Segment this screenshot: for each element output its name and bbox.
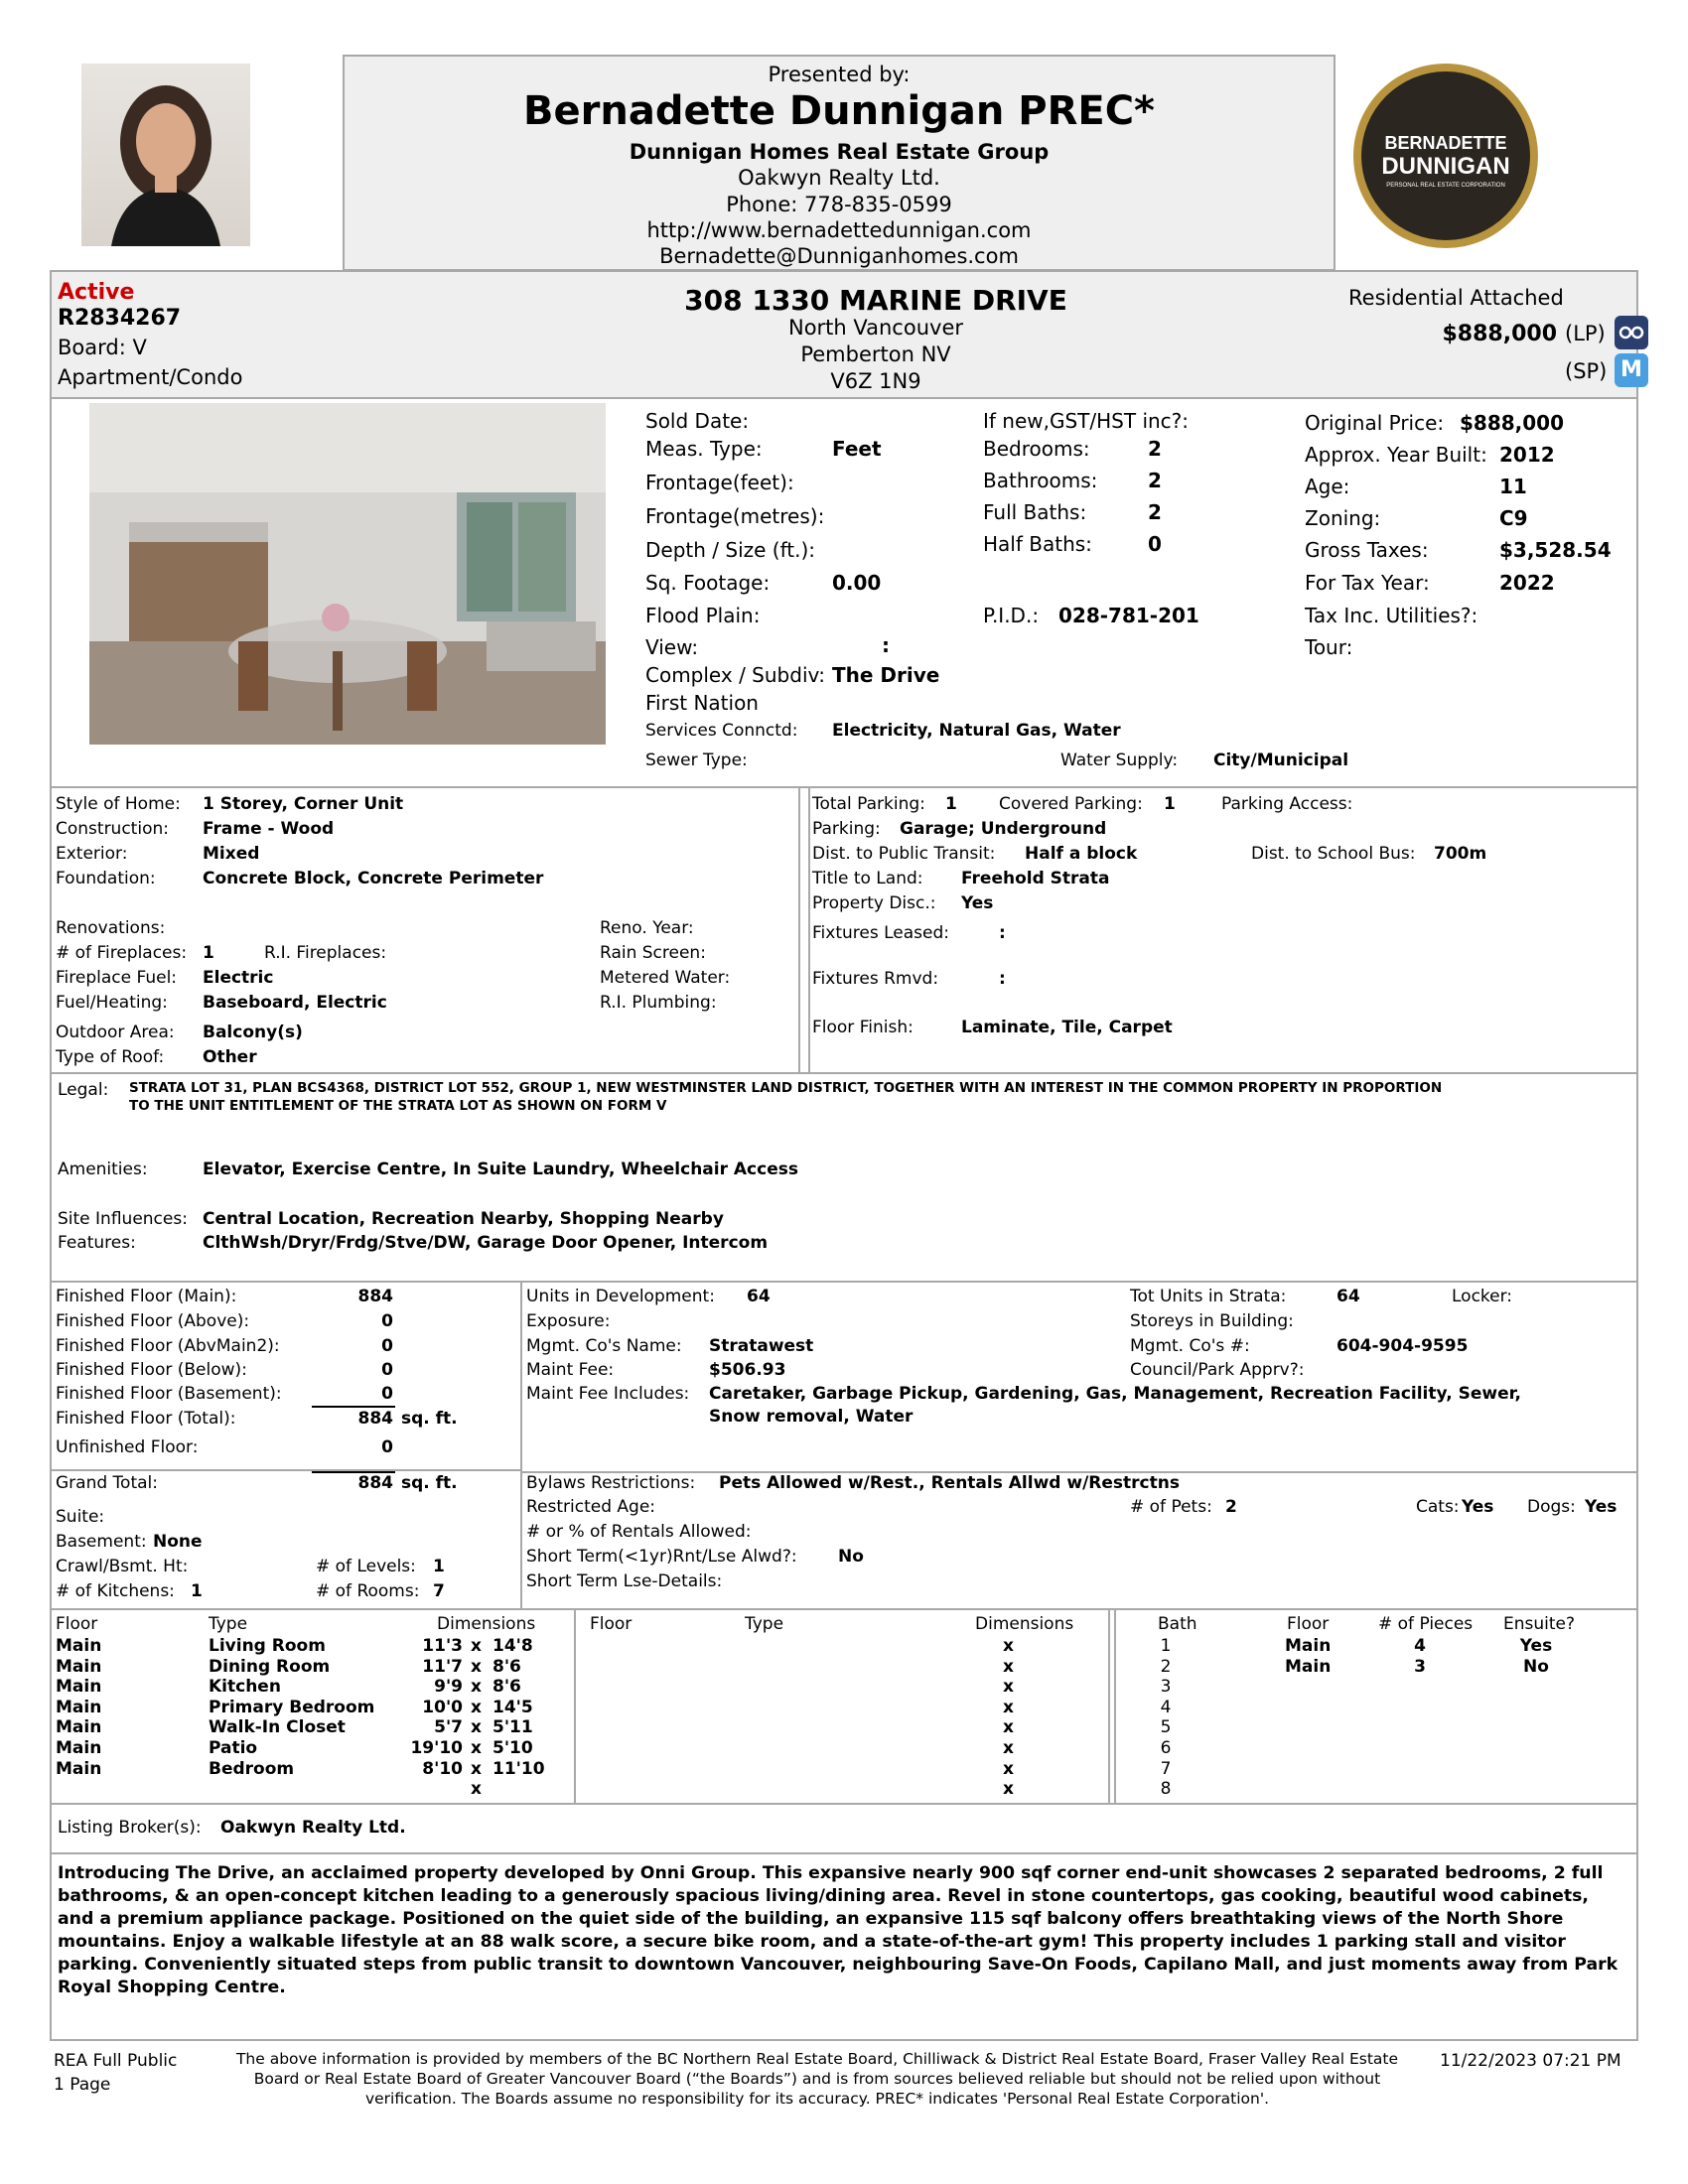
title-label: Title to Land: — [812, 869, 923, 888]
bath-table — [1116, 1614, 1632, 1803]
restricted-age-label: Restricted Age: — [526, 1497, 656, 1517]
room-length: 8'6 — [492, 1656, 521, 1677]
services-value: Electricity, Natural Gas, Water — [832, 721, 1121, 741]
rooms-table-middle — [582, 1614, 1098, 1803]
room-x: x — [471, 1758, 482, 1779]
frontage-feet-label: Frontage(feet): — [645, 471, 794, 494]
sewer-label: Sewer Type: — [645, 751, 748, 770]
bath-number: 4 — [1160, 1697, 1172, 1717]
half-baths-value: 0 — [1148, 532, 1162, 556]
pets-value: 2 — [1225, 1497, 1237, 1517]
depth-label: Depth / Size (ft.): — [645, 538, 816, 562]
levels-label: # of Levels: — [316, 1557, 416, 1576]
amenities-value: Elevator, Exercise Centre, In Suite Laundry, Wheelchair Access — [203, 1160, 798, 1179]
list-price: $888,000 — [1442, 322, 1557, 346]
complex-value: The Drive — [832, 663, 940, 687]
room-floor: Main — [56, 1656, 102, 1677]
room2-x: x — [1003, 1779, 1014, 1800]
room2-x: x — [1003, 1677, 1014, 1698]
legal-label: Legal: — [58, 1080, 109, 1100]
first-nation-label: First Nation — [645, 691, 759, 715]
listing-summary — [50, 270, 1642, 399]
ri-plumbing-label: R.I. Plumbing: — [600, 993, 717, 1013]
unfinished-label: Unfinished Floor: — [56, 1437, 199, 1457]
agent-website[interactable]: http://www.bernadettedunnigan.com — [646, 218, 1032, 242]
room-floor: Main — [56, 1717, 102, 1738]
floors-fields — [56, 1287, 512, 1608]
floor-basement-label: Finished Floor (Basement): — [56, 1384, 282, 1404]
bedrooms-label: Bedrooms: — [983, 437, 1090, 461]
style-value: 1 Storey, Corner Unit — [203, 794, 404, 814]
foundation-label: Foundation: — [56, 869, 156, 888]
mgmt-phone-value: 604-904-9595 — [1336, 1336, 1469, 1356]
maint-incl-1: Caretaker, Garbage Pickup, Gardening, Gas, Management, Recreation Facility, Sewer, — [709, 1384, 1522, 1404]
report-type: REA Full Public — [54, 2051, 178, 2071]
tax-util-label: Tax Inc. Utilities?: — [1305, 604, 1478, 627]
rentals-label: # or % of Rentals Allowed: — [526, 1522, 752, 1542]
exterior-value: Mixed — [203, 844, 260, 864]
room2-x: x — [1003, 1656, 1014, 1677]
bathrooms-label: Bathrooms: — [983, 469, 1098, 492]
rooms-table-left — [56, 1614, 562, 1803]
bedrooms-value: 2 — [1148, 437, 1162, 461]
parking-value: Garage; Underground — [900, 819, 1107, 839]
outdoor-value: Balcony(s) — [203, 1023, 303, 1042]
legal-section — [50, 1072, 1638, 1283]
year-built-value: 2012 — [1499, 443, 1555, 467]
rooms2-header-type: Type — [745, 1614, 784, 1634]
bath-floor: Main — [1285, 1636, 1332, 1656]
foundation-value: Concrete Block, Concrete Perimeter — [203, 869, 544, 888]
half-baths-label: Half Baths: — [983, 532, 1092, 556]
kitchens-label: # of Kitchens: — [56, 1581, 175, 1601]
floor-abvmain2-value: 0 — [381, 1336, 393, 1356]
zoning-label: Zoning: — [1305, 506, 1381, 530]
orig-price-value: $888,000 — [1460, 411, 1565, 435]
floor-finish-value: Laminate, Tile, Carpet — [961, 1018, 1173, 1037]
orig-price-label: Original Price: — [1305, 411, 1445, 435]
strata-fields — [526, 1287, 1634, 1608]
floor-total-unit: sq. ft. — [401, 1409, 458, 1429]
maint-fee-label: Maint Fee: — [526, 1360, 615, 1380]
rooms-header-floor: Floor — [56, 1614, 98, 1634]
room-type: Patio — [209, 1738, 258, 1758]
legal-line2: TO THE UNIT ENTITLEMENT OF THE STRATA LOT AS SHOWN ON FORM V — [129, 1098, 667, 1114]
lp-icon[interactable] — [1615, 316, 1648, 349]
lp-label: (LP) — [1565, 322, 1606, 345]
short-term-value: No — [838, 1547, 864, 1567]
room-length: 5'11 — [492, 1717, 533, 1738]
bath-number: 2 — [1160, 1656, 1172, 1677]
room2-x: x — [1003, 1738, 1014, 1758]
taxes-value: $3,528.54 — [1499, 538, 1612, 562]
rooms-header-dimensions: Dimensions — [437, 1614, 536, 1634]
view-label: View: — [645, 635, 699, 659]
taxes-label: Gross Taxes: — [1305, 538, 1429, 562]
complex-label: Complex / Subdiv: — [645, 663, 825, 687]
fireplace-fuel-label: Fireplace Fuel: — [56, 968, 178, 988]
mgmt-phone-label: Mgmt. Co's #: — [1130, 1336, 1250, 1356]
room-type: Bedroom — [209, 1758, 295, 1779]
bathrooms-value: 2 — [1148, 469, 1162, 492]
maint-incl-label: Maint Fee Includes: — [526, 1384, 690, 1404]
sp-label: (SP) — [1565, 359, 1608, 383]
room2-x: x — [1003, 1758, 1014, 1779]
covered-parking-value: 1 — [1164, 794, 1176, 814]
zoning-value: C9 — [1499, 506, 1528, 530]
pid-value: 028-781-201 — [1058, 604, 1199, 627]
bath-number: 6 — [1160, 1738, 1172, 1758]
tour-label: Tour: — [1305, 635, 1353, 659]
sp-icon[interactable]: M — [1615, 353, 1648, 387]
construction-fields — [56, 794, 790, 1072]
agent-email[interactable]: Bernadette@Dunniganhomes.com — [659, 244, 1019, 268]
bath-pieces: 3 — [1414, 1656, 1426, 1677]
tax-year-value: 2022 — [1499, 571, 1555, 595]
presented-by: Presented by: — [768, 63, 911, 86]
school-bus-value: 700m — [1434, 844, 1487, 864]
features-label: Features: — [58, 1233, 136, 1253]
fixtures-rmvd-label: Fixtures Rmvd: — [812, 969, 939, 989]
broker-name: Oakwyn Realty Ltd. — [220, 1818, 406, 1838]
listing-photo[interactable] — [89, 403, 606, 745]
kitchens-value: 1 — [191, 1581, 203, 1601]
roof-value: Other — [203, 1047, 257, 1067]
flood-label: Flood Plain: — [645, 604, 761, 627]
cats-label: Cats: — [1416, 1497, 1460, 1517]
rooms2-header-dimensions: Dimensions — [975, 1614, 1074, 1634]
room-x: x — [471, 1656, 482, 1677]
agent-name: Bernadette Dunnigan PREC* — [523, 88, 1155, 134]
dogs-value: Yes — [1585, 1497, 1618, 1517]
metered-water-label: Metered Water: — [600, 968, 731, 988]
view-colon: : — [882, 633, 890, 657]
room-floor: Main — [56, 1636, 102, 1656]
bath-ensuite: No — [1523, 1656, 1549, 1677]
roof-label: Type of Roof: — [56, 1047, 165, 1067]
site-value: Central Location, Recreation Nearby, Shopping Nearby — [203, 1209, 724, 1229]
floor-below-label: Finished Floor (Below): — [56, 1360, 247, 1380]
bath-number: 7 — [1160, 1758, 1172, 1779]
mls-number: R2834267 — [58, 306, 182, 331]
floor-below-value: 0 — [381, 1360, 393, 1380]
room-width: 9'9 — [434, 1677, 463, 1698]
logo-line3: PERSONAL REAL ESTATE CORPORATION — [1386, 183, 1505, 189]
status-badge: Active — [58, 280, 135, 305]
room-floor: Main — [56, 1738, 102, 1758]
details-section — [50, 397, 1638, 788]
fireplace-fuel-value: Electric — [203, 968, 274, 988]
grand-total-value: 884 — [357, 1473, 393, 1493]
services-label: Services Connctd: — [645, 721, 798, 741]
room-x: x — [471, 1677, 482, 1698]
exposure-label: Exposure: — [526, 1311, 611, 1331]
sold-date-label: Sold Date: — [645, 409, 750, 433]
room-width: 11'7 — [422, 1656, 463, 1677]
pets-label: # of Pets: — [1130, 1497, 1212, 1517]
cats-value: Yes — [1462, 1497, 1494, 1517]
room-type: Living Room — [209, 1636, 326, 1656]
fixtures-leased-label: Fixtures Leased: — [812, 923, 949, 943]
disc-label: Property Disc.: — [812, 893, 936, 913]
room2-x: x — [1003, 1636, 1014, 1656]
sqft-label: Sq. Footage: — [645, 571, 771, 595]
crawl-label: Crawl/Bsmt. Ht: — [56, 1557, 189, 1576]
floor-basement-value: 0 — [381, 1384, 393, 1404]
frontage-metres-label: Frontage(metres): — [645, 504, 825, 528]
meas-type: Feet — [832, 437, 882, 461]
room-x: x — [471, 1717, 482, 1738]
suite-label: Suite: — [56, 1507, 105, 1527]
presenter-box — [343, 55, 1336, 271]
bath-pieces: 4 — [1414, 1636, 1426, 1656]
area: Pemberton NV — [800, 342, 951, 366]
total-parking-value: 1 — [945, 794, 957, 814]
parking-label: Parking: — [812, 819, 881, 839]
public-remarks: Introducing The Drive, an acclaimed property developed by Onni Group. This expansive nearly 900 sqf corner end-unit showcases 2 separated bedrooms, 2 full bathrooms, & an open-concept kitchen leading to a generously spacious living/dining area. Revel in stone countertops, gas cooking, beautiful wood cabinets, and a premium appliance package. Positioned on the quiet side of the building, an expansive 115 sqf balcony offers breathtaking views of the North Shore mountains. Enjoy a walkable lifestyle at an 88 walk score, a secure bike room, and a state-of-the-art gym! This property includes 1 parking stall and visitor parking. Conveniently situated steps from public transit to downtown Vancouver, neighbouring Save-On Foods, Capilano Mall, and just moments away from Park Royal Shopping Centre. — [58, 1863, 1618, 1997]
mgmt-name-label: Mgmt. Co's Name: — [526, 1336, 682, 1356]
short-term-label: Short Term(<1yr)Rnt/Lse Alwd?: — [526, 1547, 797, 1567]
room-x: x — [471, 1738, 482, 1758]
broker-label: Listing Broker(s): — [58, 1818, 202, 1838]
parking-fields — [812, 794, 1626, 1072]
room-type: Dining Room — [209, 1656, 331, 1677]
room-width: 19'10 — [410, 1738, 463, 1758]
bath-number: 1 — [1160, 1636, 1172, 1656]
floor-above-label: Finished Floor (Above): — [56, 1311, 250, 1331]
page-count: 1 Page — [54, 2075, 111, 2095]
rain-screen-label: Rain Screen: — [600, 943, 706, 963]
fuel-heating-value: Baseboard, Electric — [203, 993, 387, 1013]
rooms-label: # of Rooms: — [316, 1581, 420, 1601]
room-width: 8'10 — [422, 1758, 463, 1779]
site-label: Site Influences: — [58, 1209, 188, 1229]
full-baths-label: Full Baths: — [983, 500, 1087, 524]
floor-abvmain2-label: Finished Floor (AbvMain2): — [56, 1336, 280, 1356]
bath-header-floor: Floor — [1287, 1614, 1330, 1634]
room-floor: Main — [56, 1677, 102, 1698]
room-floor: Main — [56, 1758, 102, 1779]
bath-number: 3 — [1160, 1677, 1172, 1698]
room-width: 10'0 — [422, 1697, 463, 1717]
bath-number: 8 — [1160, 1779, 1172, 1800]
room2-x: x — [1003, 1717, 1014, 1738]
property-type: Apartment/Condo — [58, 365, 243, 389]
floor-total-value: 884 — [357, 1409, 393, 1429]
legal-line1: STRATA LOT 31, PLAN BCS4368, DISTRICT LOT 552, GROUP 1, NEW WESTMINSTER LAND DISTRICT, TOGETHER WITH AN INTEREST IN THE COMMON PROPERTY IN PROPORTION — [129, 1080, 1443, 1096]
room-type: Primary Bedroom — [209, 1697, 375, 1717]
parking-access-label: Parking Access: — [1221, 794, 1353, 814]
gst-label: If new,GST/HST inc?: — [983, 409, 1190, 433]
units-dev-value: 64 — [747, 1287, 771, 1306]
bath-header-num: Bath — [1158, 1614, 1197, 1634]
grand-total-unit: sq. ft. — [401, 1473, 458, 1493]
category: Residential Attached — [1348, 286, 1564, 310]
tot-units-label: Tot Units in Strata: — [1130, 1287, 1287, 1306]
logo-line1: BERNADETTE — [1384, 133, 1507, 153]
age-value: 11 — [1499, 475, 1527, 498]
basement-type-label: Basement: — [56, 1532, 147, 1552]
storeys-label: Storeys in Building: — [1130, 1311, 1294, 1331]
room-length: 11'10 — [492, 1758, 545, 1779]
unfinished-value: 0 — [381, 1437, 393, 1457]
dogs-label: Dogs: — [1527, 1497, 1576, 1517]
group-name: Dunnigan Homes Real Estate Group — [629, 140, 1050, 164]
room-length: 8'6 — [492, 1677, 521, 1698]
disclaimer: The above information is provided by members of the BC Northern Real Estate Board, Chilliwack & District Real Estate Board, Fraser Valley Real Estate Board or Real Estate Board of Greater Vancouver Board (“the Boards”) and is from sources believed reliable but should not be relied upon without verification. The Boards assume no responsibility for its accuracy. PREC* indicates 'Personal Real Estate Corporation'. — [235, 2050, 1399, 2108]
agent-photo — [81, 64, 250, 246]
bath-header-pieces: # of Pieces — [1378, 1614, 1474, 1634]
bylaws-value: Pets Allowed w/Rest., Rentals Allwd w/Restrctns — [719, 1473, 1180, 1493]
full-baths-value: 2 — [1148, 500, 1162, 524]
renovations-label: Renovations: — [56, 918, 166, 938]
bath-floor: Main — [1285, 1656, 1332, 1677]
mgmt-name-value: Stratawest — [709, 1336, 814, 1356]
remarks-section — [50, 1852, 1638, 2041]
exterior-label: Exterior: — [56, 844, 128, 864]
total-parking-label: Total Parking: — [812, 794, 925, 814]
locker-label: Locker: — [1452, 1287, 1513, 1306]
grand-total-label: Grand Total: — [56, 1473, 158, 1493]
bath-number: 5 — [1160, 1717, 1172, 1738]
pid-label: P.I.D.: — [983, 604, 1040, 627]
floor-finish-label: Floor Finish: — [812, 1018, 914, 1037]
transit-label: Dist. to Public Transit: — [812, 844, 996, 864]
water-value: City/Municipal — [1213, 751, 1349, 770]
room-length: 14'8 — [492, 1636, 533, 1656]
room-type: Walk-In Closet — [209, 1717, 346, 1738]
bath-header-ensuite: Ensuite? — [1503, 1614, 1576, 1634]
sqft-value: 0.00 — [832, 571, 882, 595]
postal-code: V6Z 1N9 — [830, 369, 921, 393]
construction-label: Construction: — [56, 819, 169, 839]
tot-units-value: 64 — [1336, 1287, 1360, 1306]
construction-value: Frame - Wood — [203, 819, 335, 839]
room2-x: x — [1003, 1697, 1014, 1717]
logo-line2: DUNNIGAN — [1381, 153, 1510, 180]
meas-type-label: Meas. Type: — [645, 437, 763, 461]
style-label: Style of Home: — [56, 794, 181, 814]
basement-type-value: None — [153, 1532, 203, 1552]
floor-main-label: Finished Floor (Main): — [56, 1287, 237, 1306]
bath-ensuite: Yes — [1519, 1636, 1553, 1656]
amenities-label: Amenities: — [58, 1160, 148, 1179]
timestamp: 11/22/2023 07:21 PM — [1440, 2051, 1621, 2071]
floor-above-value: 0 — [381, 1311, 393, 1331]
room-width: 11'3 — [422, 1636, 463, 1656]
broker-section — [50, 1803, 1638, 1854]
brokerage-name: Oakwyn Realty Ltd. — [738, 166, 940, 190]
features-value: ClthWsh/Dryr/Frdg/Stve/DW, Garage Door Opener, Intercom — [203, 1233, 769, 1253]
fixtures-rmvd-value: : — [999, 969, 1006, 989]
floor-total-label: Finished Floor (Total): — [56, 1409, 236, 1429]
fuel-heating-label: Fuel/Heating: — [56, 993, 168, 1013]
water-label: Water Supply: — [1060, 751, 1179, 770]
address: 308 1330 MARINE DRIVE — [684, 284, 1067, 317]
council-label: Council/Park Apprv?: — [1130, 1360, 1305, 1380]
rooms2-header-floor: Floor — [590, 1614, 633, 1634]
levels-value: 1 — [433, 1557, 445, 1576]
transit-value: Half a block — [1025, 844, 1138, 864]
bylaws-label: Bylaws Restrictions: — [526, 1473, 696, 1493]
ri-fireplaces-label: R.I. Fireplaces: — [264, 943, 387, 963]
reno-year-label: Reno. Year: — [600, 918, 694, 938]
rooms-header-type: Type — [209, 1614, 248, 1634]
room-x: x — [471, 1636, 482, 1656]
title-value: Freehold Strata — [961, 869, 1110, 888]
room-length: 5'10 — [492, 1738, 533, 1758]
room-type: Kitchen — [209, 1677, 281, 1698]
outdoor-label: Outdoor Area: — [56, 1023, 175, 1042]
floor-main-value: 884 — [357, 1287, 393, 1306]
age-label: Age: — [1305, 475, 1350, 498]
fireplaces-label: # of Fireplaces: — [56, 943, 188, 963]
school-bus-label: Dist. to School Bus: — [1251, 844, 1416, 864]
city: North Vancouver — [787, 316, 963, 340]
agent-logo — [1353, 64, 1538, 248]
units-dev-label: Units in Development: — [526, 1287, 715, 1306]
room-x: x — [471, 1779, 482, 1800]
agent-phone: Phone: 778-835-0599 — [726, 193, 952, 216]
disc-value: Yes — [961, 893, 994, 913]
board: Board: V — [58, 336, 147, 359]
room-x: x — [471, 1697, 482, 1717]
short-term-details-label: Short Term Lse-Details: — [526, 1571, 723, 1591]
room-width: 5'7 — [434, 1717, 463, 1738]
maint-fee-value: $506.93 — [709, 1360, 786, 1380]
tax-year-label: For Tax Year: — [1305, 571, 1430, 595]
room-length: 14'5 — [492, 1697, 533, 1717]
rooms-value: 7 — [433, 1581, 445, 1601]
fireplaces-value: 1 — [203, 943, 214, 963]
covered-parking-label: Covered Parking: — [999, 794, 1143, 814]
maint-incl-2: Snow removal, Water — [709, 1407, 914, 1427]
year-built-label: Approx. Year Built: — [1305, 443, 1487, 467]
fixtures-leased-value: : — [999, 923, 1006, 943]
room-floor: Main — [56, 1697, 102, 1717]
